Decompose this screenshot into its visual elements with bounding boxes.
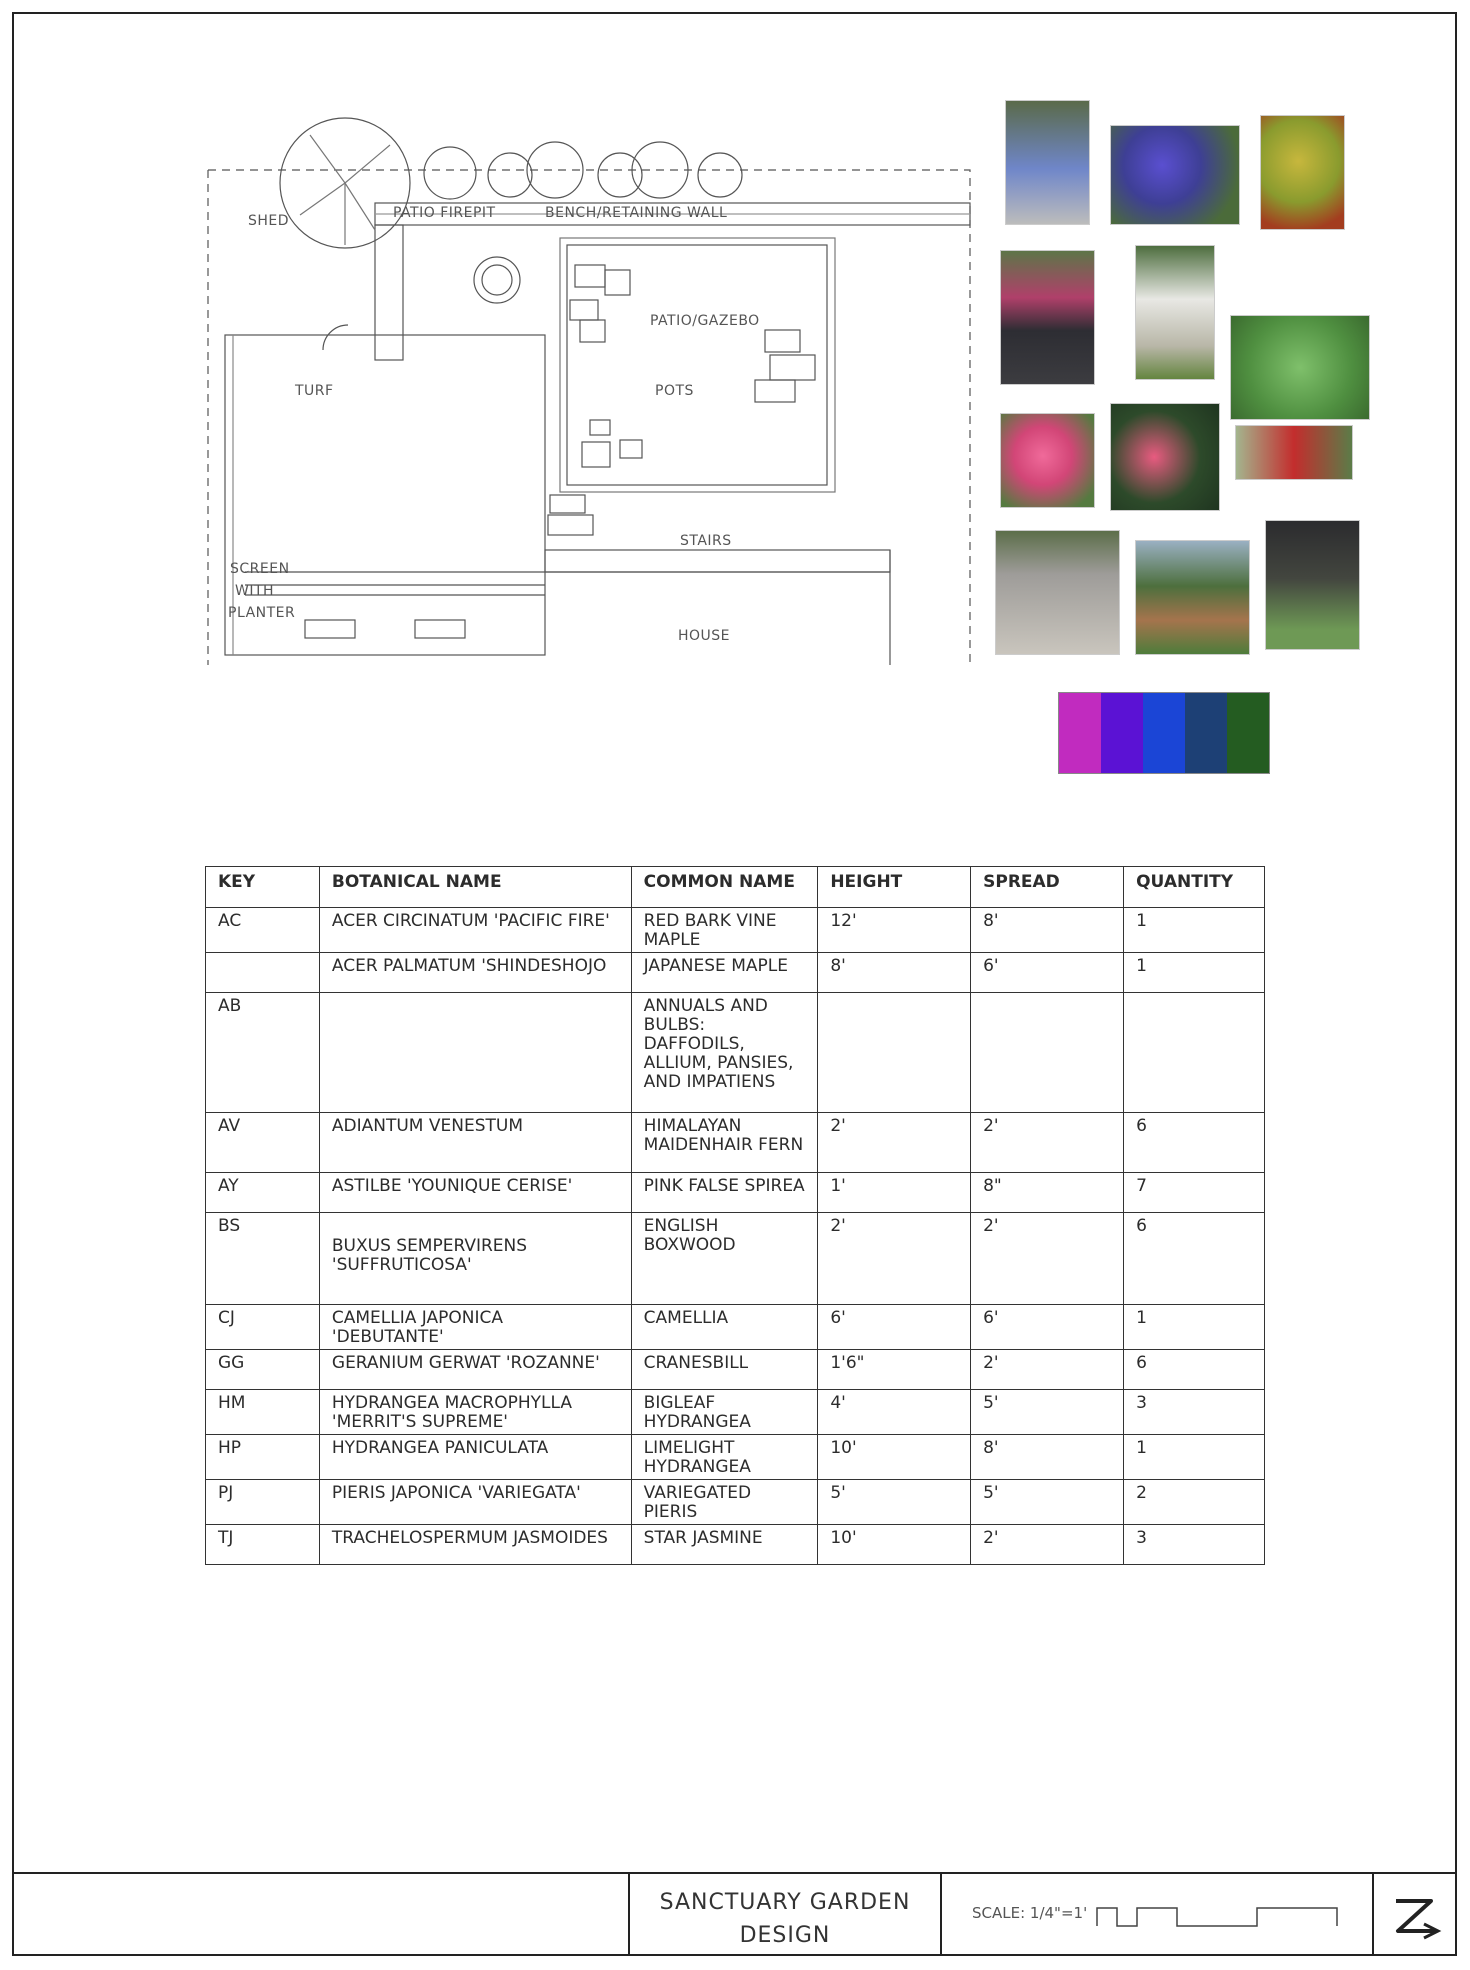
photo-paver-patio: [995, 530, 1120, 655]
table-row: [206, 1525, 1265, 1565]
cell-key: PJ: [206, 1480, 320, 1525]
project-title-line2: DESIGN: [739, 1923, 831, 1948]
title-block: [12, 1872, 1457, 1956]
cell-height: 2': [818, 1113, 971, 1173]
cell-common: HIMALAYAN MAIDENHAIR FERN: [631, 1113, 818, 1173]
cell-common: RED BARK VINE MAPLE: [631, 908, 818, 953]
cell-spread: [971, 993, 1124, 1113]
cell-spread: 2': [971, 1525, 1124, 1565]
cell-botanical: HYDRANGEA PANICULATA: [319, 1435, 631, 1480]
cell-botanical: TRACHELOSPERMUM JASMOIDES: [319, 1525, 631, 1565]
cell-botanical: PIERIS JAPONICA 'VARIEGATA': [319, 1480, 631, 1525]
cell-quantity: 1: [1124, 1435, 1265, 1480]
cell-quantity: 7: [1124, 1173, 1265, 1213]
cell-botanical: CAMELLIA JAPONICA 'DEBUTANTE': [319, 1305, 631, 1350]
cell-quantity: 6: [1124, 1213, 1265, 1305]
header-key: KEY: [206, 867, 320, 908]
table-row: [206, 1173, 1265, 1213]
photo-camellia: [1110, 403, 1220, 511]
cell-height: 2': [818, 1213, 971, 1305]
cell-spread: 5': [971, 1390, 1124, 1435]
cell-botanical: [319, 993, 631, 1113]
label-with: WITH: [235, 583, 275, 599]
cell-quantity: 1: [1124, 953, 1265, 993]
label-planter: PLANTER: [228, 605, 296, 621]
cell-key: TJ: [206, 1525, 320, 1565]
header-common: COMMON NAME: [631, 867, 818, 908]
cell-botanical: ACER PALMATUM 'SHINDESHOJO: [319, 953, 631, 993]
cell-quantity: 3: [1124, 1525, 1265, 1565]
cell-common: VARIEGATED PIERIS: [631, 1480, 818, 1525]
cell-key: AV: [206, 1113, 320, 1173]
table-row: [206, 1390, 1265, 1435]
header-spread: SPREAD: [971, 867, 1124, 908]
swatch-navy: [1185, 693, 1227, 773]
project-title-line1: SANCTUARY GARDEN: [659, 1890, 911, 1915]
cell-key: HM: [206, 1390, 320, 1435]
table-row: [206, 1305, 1265, 1350]
label-pots: POTS: [655, 383, 694, 399]
cell-quantity: 3: [1124, 1390, 1265, 1435]
site-plan: [200, 95, 980, 675]
cell-common: JAPANESE MAPLE: [631, 953, 818, 993]
header-botanical: BOTANICAL NAME: [319, 867, 631, 908]
cell-height: [818, 993, 971, 1113]
plant-photo-collage: [990, 95, 1380, 655]
cell-common: PINK FALSE SPIREA: [631, 1173, 818, 1213]
cell-spread: 2': [971, 1350, 1124, 1390]
plant-schedule-table: [205, 866, 1265, 1565]
table-row: [206, 1350, 1265, 1390]
cell-spread: 2': [971, 1213, 1124, 1305]
cell-key: AY: [206, 1173, 320, 1213]
photo-fern: [1230, 315, 1370, 420]
header-height: HEIGHT: [818, 867, 971, 908]
table-row: [206, 1435, 1265, 1480]
photo-planter-pot: [1000, 250, 1095, 385]
cell-botanical: ASTILBE 'YOUNIQUE CERISE': [319, 1173, 631, 1213]
label-stairs: STAIRS: [680, 533, 732, 549]
cell-botanical: GERANIUM GERWAT 'ROZANNE': [319, 1350, 631, 1390]
cell-quantity: [1124, 993, 1265, 1113]
cell-key: GG: [206, 1350, 320, 1390]
table-row: [206, 1213, 1265, 1305]
cell-height: 4': [818, 1390, 971, 1435]
cell-botanical: ADIANTUM VENESTUM: [319, 1113, 631, 1173]
cell-botanical: ACER CIRCINATUM 'PACIFIC FIRE': [319, 908, 631, 953]
cell-common: CAMELLIA: [631, 1305, 818, 1350]
cell-spread: 8": [971, 1173, 1124, 1213]
cell-botanical: BUXUS SEMPERVIRENS 'SUFFRUTICOSA': [319, 1213, 631, 1305]
cell-spread: 8': [971, 908, 1124, 953]
cell-height: 1': [818, 1173, 971, 1213]
cell-common: BIGLEAF HYDRANGEA: [631, 1390, 818, 1435]
scale-bar-icon: [1092, 1896, 1352, 1936]
cell-height: 10': [818, 1435, 971, 1480]
color-palette: [1058, 692, 1270, 774]
photo-pieris: [1235, 425, 1353, 480]
cell-key: AB: [206, 993, 320, 1113]
photo-astilbe: [1000, 413, 1095, 508]
photo-camellia-path: [1135, 245, 1215, 380]
label-house: HOUSE: [678, 628, 731, 644]
cell-height: 10': [818, 1525, 971, 1565]
cell-spread: 6': [971, 1305, 1124, 1350]
cell-key: BS: [206, 1213, 320, 1305]
cell-common: CRANESBILL: [631, 1350, 818, 1390]
scale-section: [940, 1874, 1372, 1956]
cell-quantity: 6: [1124, 1113, 1265, 1173]
cell-common: STAR JASMINE: [631, 1525, 818, 1565]
table-header-row: [206, 867, 1265, 908]
cell-quantity: 1: [1124, 908, 1265, 953]
label-patio-firepit: PATIO FIREPIT: [393, 205, 496, 221]
project-title: [628, 1874, 940, 1956]
photo-hydrangea-path: [1005, 100, 1090, 225]
cell-key: CJ: [206, 1305, 320, 1350]
cell-key: HP: [206, 1435, 320, 1480]
swatch-violet: [1101, 693, 1143, 773]
swatch-blue: [1143, 693, 1185, 773]
table-row: [206, 1113, 1265, 1173]
label-screen: SCREEN: [230, 561, 290, 577]
cell-spread: 2': [971, 1113, 1124, 1173]
cell-common: ANNUALS AND BULBS: DAFFODILS, ALLIUM, PANSIES, AND IMPATIENS: [631, 993, 818, 1113]
table-row: [206, 953, 1265, 993]
label-patio-gazebo: PATIO/GAZEBO: [650, 313, 760, 329]
photo-maple: [1260, 115, 1345, 230]
cell-height: 1'6": [818, 1350, 971, 1390]
cell-spread: 6': [971, 953, 1124, 993]
swatch-green: [1227, 693, 1269, 773]
north-arrow-icon: [1386, 1886, 1446, 1946]
cell-botanical: HYDRANGEA MACROPHYLLA 'MERRIT'S SUPREME': [319, 1390, 631, 1435]
cell-spread: 8': [971, 1435, 1124, 1480]
swatch-magenta: [1059, 693, 1101, 773]
table-row: [206, 1480, 1265, 1525]
scale-label: SCALE: 1/4"=1': [972, 1904, 1088, 1922]
photo-garden-bench: [1135, 540, 1250, 655]
label-shed: SHED: [248, 213, 290, 229]
header-quantity: QUANTITY: [1124, 867, 1265, 908]
cell-height: 6': [818, 1305, 971, 1350]
cell-height: 8': [818, 953, 971, 993]
cell-key: AC: [206, 908, 320, 953]
table-row: [206, 908, 1265, 953]
cell-key: [206, 953, 320, 993]
cell-quantity: 2: [1124, 1480, 1265, 1525]
cell-common: LIMELIGHT HYDRANGEA: [631, 1435, 818, 1480]
north-arrow: [1372, 1874, 1457, 1956]
cell-height: 12': [818, 908, 971, 953]
label-turf: TURF: [295, 383, 334, 399]
label-bench-wall: BENCH/RETAINING WALL: [545, 205, 728, 221]
cell-spread: 5': [971, 1480, 1124, 1525]
cell-quantity: 1: [1124, 1305, 1265, 1350]
photo-geranium: [1110, 125, 1240, 225]
cell-height: 5': [818, 1480, 971, 1525]
cell-quantity: 6: [1124, 1350, 1265, 1390]
photo-screen-planter: [1265, 520, 1360, 650]
cell-common: ENGLISH BOXWOOD: [631, 1213, 818, 1305]
table-row: [206, 993, 1265, 1113]
